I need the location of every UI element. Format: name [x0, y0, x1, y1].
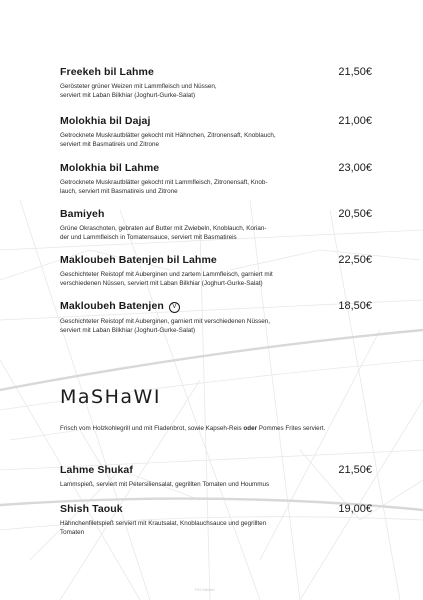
- dish-price: 23,00€: [338, 162, 372, 174]
- dish-name: Molokhia bil Lahme: [60, 162, 160, 174]
- section-title-mashawi: MaSHaWI: [60, 386, 161, 408]
- menu-item: [60, 300, 372, 335]
- menu-item: [60, 503, 372, 537]
- dish-description: Geschichteter Reistopf mit Auberginen, garniert mit verschiedenen Nüssen, serviert mit Laban Bilkhiar (Joghurt-Gurke-Salat): [60, 318, 271, 334]
- menu-item: [60, 208, 372, 242]
- dish-price: 19,00€: [338, 503, 372, 515]
- menu-item: [60, 254, 372, 288]
- dish-description: Gerösteter grüner Weizen mit Lammfleisch und Nüssen, serviert mit Laban Bilkhiar (Joghurt-Gurke-Salat): [60, 83, 217, 99]
- menu-item: [60, 115, 372, 149]
- dish-name: Bamiyeh: [60, 208, 105, 220]
- menu-item: [60, 464, 372, 490]
- dish-name: Makloubeh Batenjen V: [60, 300, 180, 313]
- dish-description: Geschichteter Reistopf mit Auberginen und zartem Lammfleisch, garniert mit verschiedenen Nüssen, serviert mit Laban Bilkhiar (Joghurt-Gurke-Salat): [60, 271, 273, 287]
- dish-description: Lammspieß, serviert mit Petersiliensalat, gegrillten Tomaten und Hoummus: [60, 481, 270, 488]
- menu-item: [60, 162, 372, 196]
- dish-name: Lahme Shukaf: [60, 464, 133, 476]
- dish-price: 18,50€: [338, 300, 372, 312]
- dish-description: Grüne Okraschoten, gebraten auf Butter mit Zwiebeln, Knoblauch, Korian- der und Lammfleisch in Tomatensauce, serviert mit Basmatireis: [60, 225, 267, 241]
- vegan-icon: V: [169, 302, 180, 313]
- dish-name: Makloubeh Batenjen bil Lahme: [60, 254, 217, 266]
- menu-item: [60, 66, 372, 100]
- footer-credit: Pet Steiner: [195, 587, 215, 592]
- dish-price: 22,50€: [338, 254, 372, 266]
- dish-price: 20,50€: [338, 208, 372, 220]
- dish-description: Hähnchenfiletspieß serviert mit Krautsalat, Knoblauchsauce und gegrillten Tomaten: [60, 520, 267, 536]
- dish-price: 21,00€: [338, 115, 372, 127]
- dish-name: Molokhia bil Dajaj: [60, 115, 151, 127]
- dish-price: 21,50€: [338, 66, 372, 78]
- dish-description: Getrocknete Muskrautblätter gekocht mit Lammfleisch, Zitronensaft, Knob- lauch, serviert mit Basmatireis und Zitrone: [60, 179, 268, 195]
- dish-price: 21,50€: [338, 464, 372, 476]
- dish-description: Getrocknete Muskrautblätter gekocht mit Hähnchen, Zitronensaft, Knoblauch, serviert mit Basmatireis und Zitrone: [60, 132, 276, 148]
- section-note: Frisch vom Holzkohlegrill und mit Fladenbrot, sowie Kapseh-Reis oder Pommes Frites serviert.: [60, 425, 326, 432]
- dish-name: Shish Taouk: [60, 503, 123, 515]
- dish-name: Freekeh bil Lahme: [60, 66, 154, 78]
